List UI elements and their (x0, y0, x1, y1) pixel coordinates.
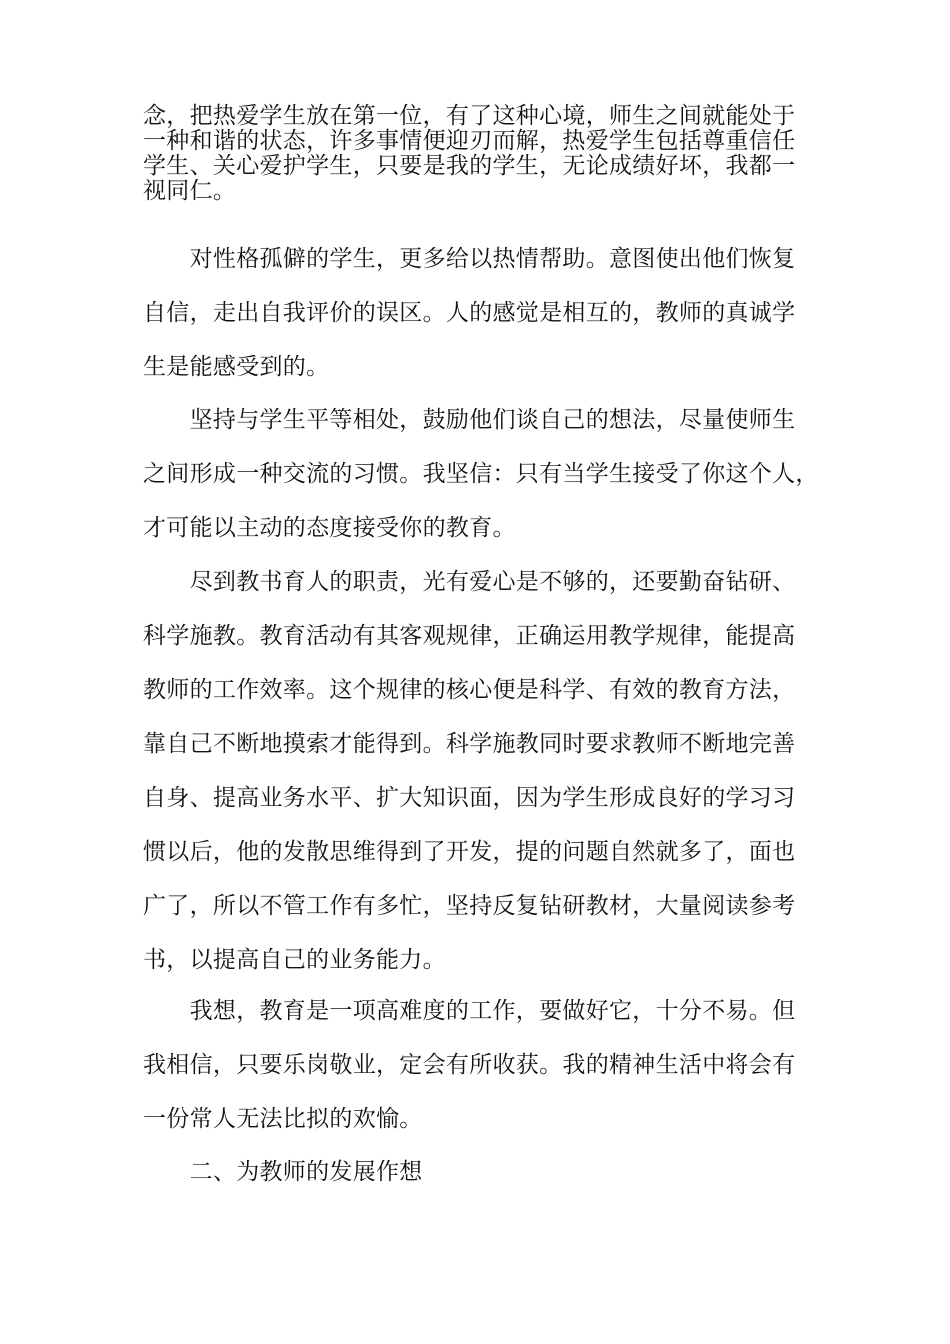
text-line: 我想，教育是一项高难度的工作，要做好它，十分不易。但 (143, 998, 796, 1024)
text-line: 一份常人无法比拟的欢愉。 (143, 1106, 423, 1132)
text-line: 教师的工作效率。这个规律的核心便是科学、有效的教育方法， (143, 677, 796, 703)
text-line: 自身、提高业务水平、扩大知识面，因为学生形成良好的学习习 (143, 785, 796, 811)
text-line: 之间形成一种交流的习惯。我坚信：只有当学生接受了你这个人， (143, 461, 819, 487)
text-line: 惯以后，他的发散思维得到了开发，提的问题自然就多了，面也 (143, 839, 796, 865)
text-line: 视同仁。 (143, 178, 237, 204)
paragraph-continuation (143, 104, 811, 204)
text-line: 学生、关心爱护学生，只要是我的学生，无论成绩好坏，我都一 (143, 153, 796, 179)
paragraph-conclusion (143, 996, 811, 1158)
text-line: 才可能以主动的态度接受你的教育。 (143, 515, 516, 541)
text-line: 科学施教。教育活动有其客观规律，正确运用教学规律，能提高 (143, 623, 796, 649)
text-line: 尽到教书育人的职责，光有爱心是不够的，还要勤奋钻研、 (143, 569, 796, 595)
text-line: 念，把热爱学生放在第一位，有了这种心境，师生之间就能处于 (143, 103, 796, 129)
text-line: 自信，走出自我评价的误区。人的感觉是相互的，教师的真诚学 (143, 300, 796, 326)
section-heading (143, 1157, 811, 1211)
text-line: 生是能感受到的。 (143, 354, 330, 380)
text-line: 对性格孤僻的学生，更多给以热情帮助。意图使出他们恢复 (143, 246, 796, 272)
text-line: 书，以提高自己的业务能力。 (143, 947, 446, 973)
text-line: 广了，所以不管工作有多忙，坚持反复钻研教材，大量阅读参考 (143, 893, 796, 919)
paragraph-equal-treatment (143, 405, 819, 567)
text-line: 靠自己不断地摸索才能得到。科学施教同时要求教师不断地完善 (143, 731, 796, 757)
paragraph-withdrawn-students (143, 244, 811, 406)
text-line: 坚持与学生平等相处，鼓励他们谈自己的想法，尽量使师生 (143, 407, 796, 433)
text-line: 二、为教师的发展作想 (143, 1159, 423, 1185)
text-line: 我相信，只要乐岗敬业，定会有所收获。我的精神生活中将会有 (143, 1052, 796, 1078)
paragraph-scientific-teaching (143, 567, 811, 999)
text-line: 一种和谐的状态，许多事情便迎刃而解，热爱学生包括尊重信任 (143, 128, 796, 154)
